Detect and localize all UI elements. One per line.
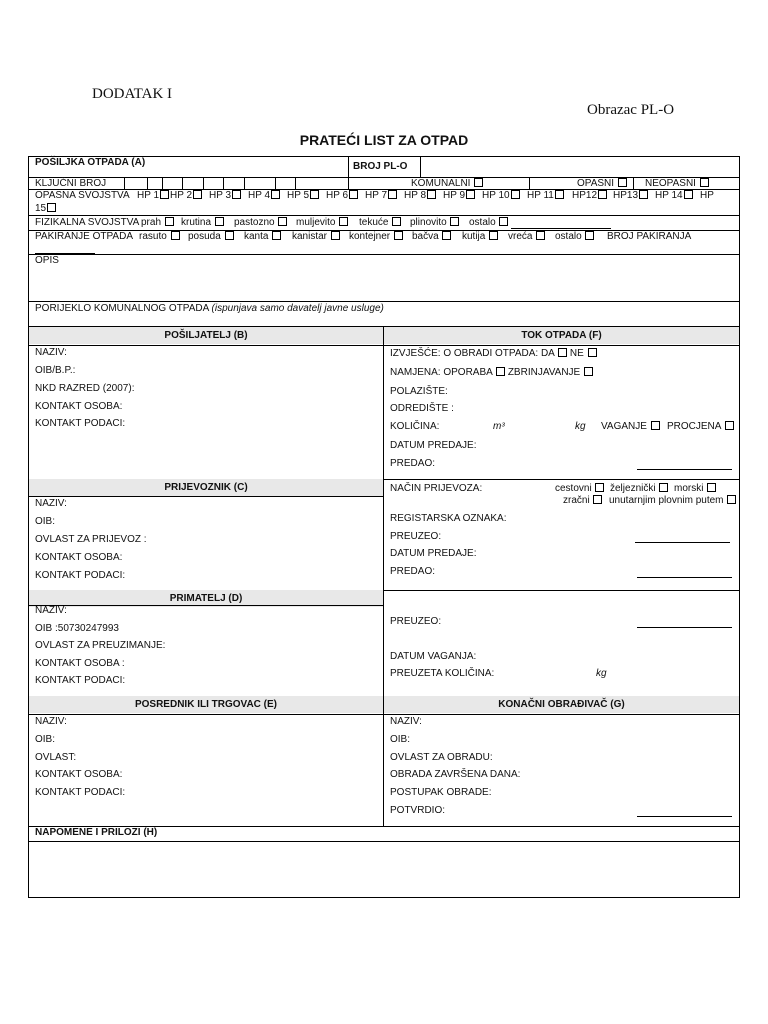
recipient-oib[interactable]: OIB :50730247993	[35, 623, 119, 634]
weighing-option[interactable]: VAGANJE	[601, 421, 660, 433]
pack-can[interactable]: kanta	[244, 231, 281, 243]
description-label: OPIS	[35, 255, 59, 266]
checkbox-icon	[700, 178, 709, 187]
carrier-contact-person[interactable]: KONTAKT OSOBA:	[35, 552, 123, 563]
hp-7[interactable]: HP 7	[365, 190, 397, 202]
checkbox-icon	[232, 190, 241, 199]
hp-14[interactable]: HP 14	[655, 190, 693, 202]
processing-procedure[interactable]: POSTUPAK OBRADE:	[390, 787, 492, 798]
hp-11[interactable]: HP 11	[527, 190, 564, 202]
hp-12[interactable]: HP12	[572, 190, 607, 202]
sender-header: POŠILJATELJ (B)	[29, 327, 383, 344]
unit-m3: m³	[493, 421, 505, 432]
broker-oib[interactable]: OIB:	[35, 734, 56, 745]
origin-point[interactable]: POLAZIŠTE:	[390, 386, 448, 397]
mode-road[interactable]: cestovni	[555, 483, 604, 495]
checkbox-icon	[47, 203, 56, 212]
mode-air[interactable]: zračni	[563, 495, 602, 507]
quantity-label[interactable]: KOLIČINA:	[390, 421, 440, 432]
pack-bulk[interactable]: rasuto	[139, 231, 180, 243]
hp-3[interactable]: HP 3	[209, 190, 241, 202]
hp-6[interactable]: HP 6	[326, 190, 358, 202]
checkbox-icon	[442, 231, 451, 240]
checkbox-icon	[555, 190, 564, 199]
recipient-contact-data[interactable]: KONTAKT PODACI:	[35, 675, 126, 686]
checkbox-icon	[659, 483, 668, 492]
hp-2[interactable]: HP 2	[170, 190, 202, 202]
notes-field[interactable]	[31, 843, 737, 895]
checkbox-icon	[310, 190, 319, 199]
phys-sludge[interactable]: muljevito	[296, 217, 348, 229]
checkbox-icon	[171, 231, 180, 240]
sender-contact-data[interactable]: KONTAKT PODACI:	[35, 418, 126, 429]
carrier-handover-date[interactable]: DATUM PREDAJE:	[390, 548, 477, 559]
option-non-hazardous[interactable]: NEOPASNI	[645, 178, 709, 190]
checkbox-icon	[727, 495, 736, 504]
taken-over-by[interactable]: PREUZEO:	[390, 531, 442, 542]
processor-oib[interactable]: OIB:	[390, 734, 411, 745]
weighing-date[interactable]: DATUM VAGANJA:	[390, 651, 477, 662]
signature-line[interactable]	[637, 577, 732, 578]
destination[interactable]: ODREDIŠTE :	[390, 403, 454, 414]
communal-origin-label: PORIJEKLO KOMUNALNOG OTPADA (ispunjava samo davatelj javne usluge)	[35, 303, 384, 314]
waste-form	[28, 156, 740, 898]
processor-name[interactable]: NAZIV:	[390, 716, 422, 727]
checkbox-icon	[593, 495, 602, 504]
checkbox-icon	[496, 367, 505, 376]
sender-name[interactable]: NAZIV:	[35, 347, 67, 358]
recipient-license[interactable]: OVLAST ZA PREUZIMANJE:	[35, 640, 166, 651]
form-number-field[interactable]	[421, 159, 737, 175]
signature-line[interactable]	[637, 816, 732, 817]
checkbox-icon	[684, 190, 693, 199]
estimate-option[interactable]: PROCJENA	[667, 421, 734, 433]
broker-name[interactable]: NAZIV:	[35, 716, 67, 727]
processing-completed-date[interactable]: OBRADA ZAVRŠENA DANA:	[390, 769, 521, 780]
shipment-label: POŠILJKA OTPADA (A)	[35, 157, 146, 168]
hp-13[interactable]: HP13	[613, 190, 648, 202]
carrier-handed-over-by[interactable]: PREDAO:	[390, 566, 436, 577]
checkbox-icon	[474, 178, 483, 187]
pack-other[interactable]: ostalo	[555, 231, 594, 243]
hp-1[interactable]: HP 1	[137, 190, 169, 202]
sender-contact-person[interactable]: KONTAKT OSOBA:	[35, 401, 123, 412]
hp-10[interactable]: HP 10	[482, 190, 520, 202]
phys-solid[interactable]: krutina	[181, 217, 224, 229]
registration-plate[interactable]: REGISTARSKA OZNAKA:	[390, 513, 507, 524]
carrier-header: PRIJEVOZNIK (C)	[29, 479, 383, 496]
mode-rail[interactable]: željeznički	[610, 483, 668, 495]
signature-line[interactable]	[637, 469, 732, 470]
transport-mode-label: NAČIN PRIJEVOZA:	[390, 483, 483, 494]
handed-over-by[interactable]: PREDAO:	[390, 458, 436, 469]
checkbox-icon	[499, 217, 508, 226]
checkbox-icon	[339, 217, 348, 226]
pack-skip[interactable]: kontejner	[349, 231, 403, 243]
checkbox-icon	[427, 190, 436, 199]
checkbox-icon	[272, 231, 281, 240]
hp-15[interactable]: 15	[35, 203, 56, 215]
checkbox-icon	[388, 190, 397, 199]
hp-4[interactable]: HP 4	[248, 190, 280, 202]
received-quantity[interactable]: PREUZETA KOLIČINA:	[390, 668, 495, 679]
broker-contact-data[interactable]: KONTAKT PODACI:	[35, 787, 126, 798]
phys-other[interactable]: ostalo	[469, 217, 508, 229]
notes-header: NAPOMENE I PRILOZI (H)	[35, 827, 158, 838]
checkbox-icon	[725, 421, 734, 430]
checkbox-icon	[595, 483, 604, 492]
key-number-field[interactable]	[125, 178, 347, 189]
checkbox-icon	[584, 367, 593, 376]
pack-canister[interactable]: kanistar	[292, 231, 340, 243]
waste-flow-header: TOK OTPADA (F)	[384, 327, 739, 344]
checkbox-icon	[392, 217, 401, 226]
checkbox-icon	[331, 231, 340, 240]
phys-paste[interactable]: pastozno	[234, 217, 287, 229]
checkbox-icon	[511, 190, 520, 199]
form-number-label: BROJ PL-O	[353, 161, 408, 172]
pack-box[interactable]: kutija	[462, 231, 498, 243]
checkbox-icon	[450, 217, 459, 226]
checkbox-icon	[707, 483, 716, 492]
checkbox-icon	[536, 231, 545, 240]
hp-15-prefix: HP	[700, 190, 714, 201]
checkbox-icon	[651, 421, 660, 430]
broker-contact-person[interactable]: KONTAKT OSOBA:	[35, 769, 123, 780]
signature-line[interactable]	[637, 627, 732, 628]
checkbox-icon	[165, 217, 174, 226]
checkbox-icon	[349, 190, 358, 199]
recipient-name[interactable]: NAZIV:	[35, 605, 67, 616]
checkbox-icon	[160, 190, 169, 199]
checkbox-icon	[639, 190, 648, 199]
handover-date[interactable]: DATUM PREDAJE:	[390, 440, 477, 451]
broker-license[interactable]: OVLAST:	[35, 752, 77, 763]
option-communal[interactable]: KOMUNALNI	[411, 178, 483, 190]
received-unit-kg: kg	[596, 668, 607, 679]
carrier-oib[interactable]: OIB:	[35, 516, 56, 527]
appendix-label: DODATAK I	[92, 86, 173, 102]
checkbox-icon	[215, 217, 224, 226]
broker-header: POSREDNIK ILI TRGOVAC (E)	[29, 696, 383, 713]
hp-8[interactable]: HP 8	[404, 190, 436, 202]
phys-liquid[interactable]: tekuće	[359, 217, 401, 229]
checkbox-icon	[225, 231, 234, 240]
page-title: PRATEĆI LIST ZA OTPAD	[299, 132, 469, 148]
checkbox-icon	[598, 190, 607, 199]
checkbox-icon	[489, 231, 498, 240]
recipient-contact-person[interactable]: KONTAKT OSOBA :	[35, 658, 125, 669]
sender-nkd[interactable]: NKD RAZRED (2007):	[35, 383, 135, 394]
checkbox-icon	[618, 178, 627, 187]
checkbox-icon	[558, 348, 567, 357]
carrier-contact-data[interactable]: KONTAKT PODACI:	[35, 570, 126, 581]
unit-kg: kg	[575, 421, 586, 432]
key-number-label: KLJUČNI BROJ	[35, 178, 107, 189]
checkbox-icon	[588, 348, 597, 357]
form-code: Obrazac PL-O	[587, 102, 675, 118]
received-by[interactable]: PREUZEO:	[390, 616, 442, 627]
checkbox-icon	[585, 231, 594, 240]
signature-line[interactable]	[635, 542, 730, 543]
carrier-name[interactable]: NAZIV:	[35, 498, 67, 509]
purpose[interactable]: NAMJENA: OPORABA ZBRINJAVANJE	[390, 367, 593, 379]
phys-gas[interactable]: plinovito	[410, 217, 459, 229]
checkbox-icon	[278, 217, 287, 226]
option-hazardous[interactable]: OPASNI	[577, 178, 627, 190]
checkbox-icon	[193, 190, 202, 199]
phys-powder[interactable]: prah	[141, 217, 174, 229]
sender-oib[interactable]: OIB/B.P.:	[35, 365, 76, 376]
recipient-header: PRIMATELJ (D)	[29, 590, 383, 607]
pack-barrel[interactable]: bačva	[412, 231, 451, 243]
checkbox-icon	[466, 190, 475, 199]
hp-5[interactable]: HP 5	[287, 190, 319, 202]
treatment-report[interactable]: IZVJEŠĆE: O OBRADI OTPADA: DA NE	[390, 348, 597, 360]
packaging-label: PAKIRANJE OTPADA	[35, 231, 133, 242]
other-physical-line[interactable]	[511, 228, 611, 229]
hazard-properties-label: OPASNA SVOJSTVA	[35, 190, 130, 201]
pack-bag[interactable]: vreća	[508, 231, 545, 243]
confirmed-by[interactable]: POTVRDIO:	[390, 805, 446, 816]
checkbox-icon	[271, 190, 280, 199]
mode-inland-water[interactable]: unutarnjim plovnim putem	[609, 495, 736, 507]
final-processor-header: KONAČNI OBRAĐIVAČ (G)	[384, 696, 739, 713]
checkbox-icon	[394, 231, 403, 240]
description-field[interactable]	[31, 269, 737, 299]
hp-9[interactable]: HP 9	[443, 190, 475, 202]
processing-license[interactable]: OVLAST ZA OBRADU:	[390, 752, 493, 763]
carrier-license[interactable]: OVLAST ZA PRIJEVOZ :	[35, 534, 147, 545]
pack-container[interactable]: posuda	[188, 231, 234, 243]
package-count-label: BROJ PAKIRANJA	[607, 231, 692, 242]
physical-properties-label: FIZIKALNA SVOJSTVA	[35, 217, 140, 228]
mode-sea[interactable]: morski	[674, 483, 716, 495]
